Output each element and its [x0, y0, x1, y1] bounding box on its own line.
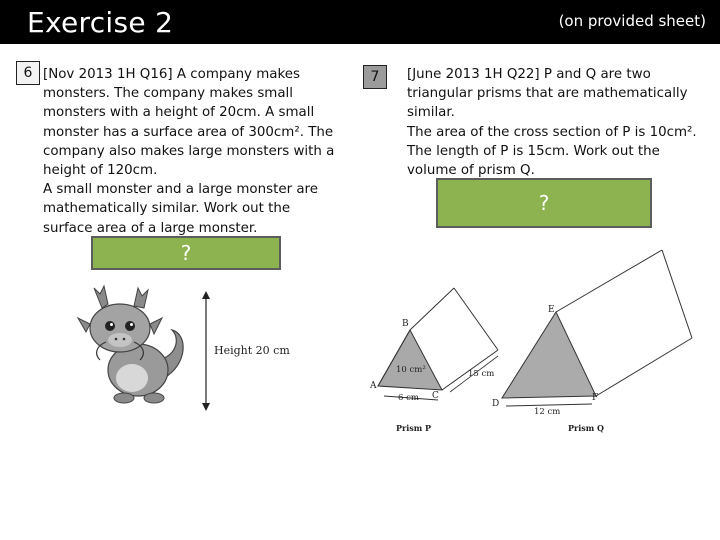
area-label: 10 cm²	[396, 365, 426, 375]
question-number-7: 7	[363, 65, 387, 89]
question-7-line: [June 2013 1H Q22] P and Q are two	[407, 67, 651, 82]
question-6-line: surface area of a large monster.	[43, 220, 258, 236]
answer-box-6[interactable]: ?	[91, 236, 281, 270]
header-bar	[0, 0, 720, 44]
dragon-monster-icon	[78, 286, 183, 403]
vertex-label-f: F	[592, 393, 599, 403]
page-title: Exercise 2	[27, 6, 174, 39]
vertex-label-a: A	[370, 381, 377, 391]
question-6-line: monster has a surface area of 300cm². The	[43, 124, 334, 140]
question-6-line: A small monster and a large monster are	[43, 182, 318, 198]
vertex-label-c: C	[432, 391, 439, 401]
question-6-text	[43, 65, 343, 238]
question-7-line: triangular prisms that are mathematically	[407, 86, 688, 102]
answer-box-7[interactable]: ?	[436, 178, 652, 228]
question-6-line: [Nov 2013 1H Q16] A company makes	[43, 67, 300, 82]
vertex-label-e: E	[548, 305, 555, 315]
question-7-text	[407, 65, 707, 180]
sheet-note: (on provided sheet)	[558, 12, 706, 30]
prism-p	[374, 288, 498, 400]
question-6-line: mathematically similar. Work out the	[43, 201, 291, 217]
prism-q	[502, 250, 692, 406]
question-7-line: similar.	[407, 105, 455, 121]
base-label-p: 6 cm	[398, 393, 419, 403]
monster-figure	[76, 282, 306, 412]
prisms-figure	[366, 246, 706, 438]
vertex-label-d: D	[492, 399, 500, 409]
length-label: 15 cm	[468, 369, 495, 379]
question-6-line: monsters with a height of 20cm. A small	[43, 105, 315, 121]
question-6-line: height of 120cm.	[43, 163, 158, 179]
question-7-line: The length of P is 15cm. Work out the	[407, 143, 660, 159]
prism-q-caption: Prism Q	[568, 423, 604, 433]
question-7-line: volume of prism Q.	[407, 163, 535, 179]
vertex-label-b: B	[402, 319, 409, 329]
question-7-line: The area of the cross section of P is 10cm².	[407, 124, 697, 140]
question-6-line: monsters. The company makes small	[43, 86, 293, 102]
height-label: Height 20 cm	[214, 344, 290, 357]
question-6-line: company also makes large monsters with a	[43, 143, 335, 159]
prism-p-caption: Prism P	[396, 423, 432, 433]
base-label-q: 12 cm	[534, 407, 561, 417]
question-number-6: 6	[16, 61, 40, 85]
height-arrow	[202, 291, 210, 411]
